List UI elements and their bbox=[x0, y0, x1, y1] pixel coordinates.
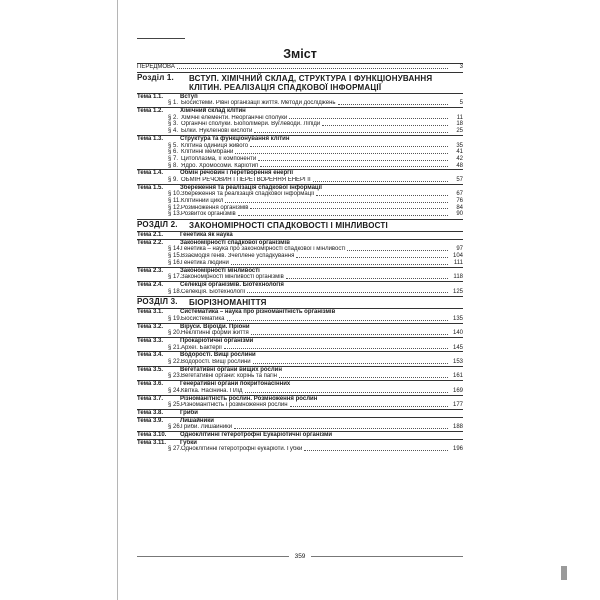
dot-leader bbox=[225, 202, 448, 203]
toc-topic bbox=[137, 231, 463, 239]
toc-page-number: 76 bbox=[456, 198, 463, 204]
toc-entry-text: Генетика людини bbox=[181, 259, 229, 266]
toc-paragraph bbox=[137, 345, 463, 352]
toc-page-number: 125 bbox=[452, 288, 463, 295]
toc-paragraph bbox=[137, 198, 463, 205]
toc-label: § 22. bbox=[168, 359, 182, 366]
toc-label: Тема 2.2. bbox=[137, 239, 163, 246]
dot-leader bbox=[258, 160, 448, 161]
toc-label: § 9. bbox=[168, 176, 179, 183]
dot-leader bbox=[251, 334, 448, 335]
page-footer bbox=[137, 550, 463, 562]
dot-leader bbox=[260, 166, 448, 167]
toc-topic bbox=[137, 107, 463, 115]
dot-leader bbox=[177, 68, 448, 69]
toc-label: § 8. bbox=[168, 162, 179, 169]
toc-topic bbox=[137, 239, 463, 247]
page-edge-mark bbox=[561, 566, 567, 580]
toc-entry bbox=[181, 359, 449, 366]
dot-leader bbox=[279, 377, 448, 378]
toc-topic bbox=[137, 184, 463, 192]
toc-label: Тема 1.5. bbox=[137, 184, 163, 191]
toc-section-title: ЗАКОНОМІРНОСТІ СПАДКОВОСТІ І МІНЛИВОСТІ bbox=[189, 221, 388, 231]
toc-entry bbox=[181, 191, 449, 198]
toc-entry-text: Водорості. Вищі рослини bbox=[180, 352, 256, 359]
toc-page-number: 118 bbox=[453, 274, 463, 281]
toc-label: Тема 1.3. bbox=[137, 135, 163, 142]
toc-entry-text: Білки. Нуклеїнові кислоти bbox=[181, 128, 253, 135]
dot-leader bbox=[253, 363, 448, 364]
toc-entry-text: Віруси. Віроїди. Пріони bbox=[180, 323, 250, 330]
toc-paragraph bbox=[137, 177, 463, 184]
toc-entry bbox=[180, 185, 449, 192]
toc-topic bbox=[137, 366, 463, 374]
toc-label: Тема 2.1. bbox=[137, 232, 163, 239]
toc-paragraph bbox=[137, 402, 463, 409]
toc-entry-text: Біосистематика bbox=[181, 315, 225, 322]
toc-section-title: ВСТУП. ХІМІЧНИЙ СКЛАД, СТРУКТУРА І ФУНКЦІОНУВАННЯ КЛІТИН. РЕАЛІЗАЦІЯ СПАДКОВОЇ ІНФОРМАЦІЇ bbox=[189, 73, 433, 92]
toc-topic bbox=[137, 169, 463, 177]
toc-entry bbox=[181, 143, 449, 150]
toc-entry-text: Закономірності мінливості bbox=[180, 267, 260, 274]
toc-entry bbox=[181, 211, 449, 218]
toc-entry-text: Збереження та реалізація спадкової інформації bbox=[181, 191, 315, 198]
toc-label: § 19. bbox=[168, 315, 182, 322]
toc-entry bbox=[181, 446, 449, 453]
toc-entry bbox=[181, 156, 449, 163]
toc-topic bbox=[137, 351, 463, 359]
dot-leader bbox=[296, 257, 448, 258]
toc-entry-text: Органічні сполуки. Біополімери. Вуглеводи. Ліпіди bbox=[181, 121, 321, 128]
toc-page-number: 111 bbox=[453, 259, 463, 266]
toc-page-number: 188 bbox=[452, 424, 463, 431]
toc-label: § 7. bbox=[168, 155, 179, 162]
toc-label: Тема 3.11. bbox=[137, 439, 167, 446]
toc-entry-text: Цитоплазма, її компоненти bbox=[181, 155, 257, 162]
toc-entry-text: Закономірності спадкової організмів bbox=[180, 239, 290, 246]
toc-page-number: 48 bbox=[456, 162, 463, 169]
toc-entry bbox=[181, 121, 449, 128]
dot-leader bbox=[322, 125, 448, 126]
toc-label: § 12. bbox=[168, 204, 182, 211]
toc-entry bbox=[180, 170, 449, 177]
toc-topic bbox=[137, 93, 463, 101]
toc-label: Тема 3.5. bbox=[137, 366, 163, 373]
toc-entry-text: Генеративні органи покритонасінних bbox=[180, 381, 291, 388]
toc-page-number: 42 bbox=[456, 155, 463, 162]
toc-entry-text: Селекція. Біотехнології bbox=[181, 288, 246, 295]
toc-entry bbox=[181, 205, 449, 212]
toc-entry-text: Обмін речовин і перетворення енергії bbox=[180, 170, 294, 177]
toc-paragraph bbox=[137, 191, 463, 198]
toc-entry-text: Гриби. Лишайники bbox=[181, 424, 233, 431]
toc-label: Тема 1.4. bbox=[137, 170, 163, 177]
toc-paragraph bbox=[137, 424, 463, 431]
toc-topic bbox=[137, 308, 463, 316]
toc-entry-text: Клітина одиниця живого bbox=[181, 142, 249, 149]
toc-entry bbox=[180, 432, 449, 439]
dot-leader bbox=[347, 250, 448, 251]
toc-entry bbox=[180, 381, 449, 388]
dot-leader bbox=[286, 278, 448, 279]
toc-section bbox=[137, 72, 463, 93]
toc-entry-text: Різноманітність і розмноження рослин bbox=[181, 402, 288, 409]
toc-topic bbox=[137, 267, 463, 275]
dot-leader bbox=[227, 320, 449, 321]
toc-label: Тема 3.6. bbox=[137, 381, 163, 388]
toc-label: Тема 3.4. bbox=[137, 352, 163, 359]
dot-leader bbox=[234, 428, 448, 429]
toc-entry bbox=[181, 149, 449, 156]
toc-entry-text: Вегетативні органи: корінь та пагін bbox=[181, 373, 277, 380]
toc-topic bbox=[137, 380, 463, 388]
toc-entry bbox=[181, 424, 449, 431]
toc-paragraph bbox=[137, 289, 463, 296]
toc-entry bbox=[181, 330, 449, 337]
toc-page-number: 3 bbox=[459, 64, 463, 70]
toc-page-number: 35 bbox=[456, 142, 463, 149]
toc-entry bbox=[180, 324, 449, 331]
toc-entry-text: Прокаріотичні організми bbox=[180, 338, 254, 344]
dot-leader bbox=[254, 132, 448, 133]
toc-label: Тема 3.7. bbox=[137, 395, 163, 402]
footer-rule-left bbox=[137, 556, 289, 557]
toc-paragraph bbox=[137, 446, 463, 453]
toc-section-label: Розділ 1. bbox=[137, 72, 174, 82]
toc-label: § 25. bbox=[168, 402, 182, 409]
toc-paragraph bbox=[137, 330, 463, 337]
toc-topic bbox=[137, 439, 463, 447]
toc-paragraph bbox=[137, 373, 463, 380]
toc-paragraph bbox=[137, 260, 463, 267]
toc-page-number: 177 bbox=[452, 402, 463, 409]
dot-leader bbox=[245, 392, 449, 393]
dot-leader bbox=[290, 406, 448, 407]
toc-label: § 11. bbox=[168, 198, 181, 204]
toc-paragraph bbox=[137, 246, 463, 253]
toc-entry bbox=[181, 246, 449, 253]
toc-label: § 1. bbox=[168, 100, 179, 107]
toc-page-number: 18 bbox=[456, 121, 463, 128]
toc-label: § 21. bbox=[168, 344, 182, 351]
toc-entry-text: Клітинний цикл bbox=[181, 198, 224, 204]
toc-entry bbox=[180, 268, 449, 275]
toc-entry bbox=[181, 274, 449, 281]
toc-label: Тема 1.2. bbox=[137, 108, 163, 115]
toc-entry bbox=[181, 260, 449, 267]
toc-entry bbox=[180, 309, 449, 316]
toc-entry-text: Археї. Бактерії bbox=[181, 344, 222, 351]
page-title: Зміст bbox=[283, 47, 317, 61]
toc-entry bbox=[180, 94, 449, 101]
toc-entry-text: Різноманітність рослин. Розмноження рослин bbox=[180, 395, 318, 402]
toc-label: Тема 3.1. bbox=[137, 309, 163, 316]
toc-topic bbox=[137, 281, 463, 289]
toc-paragraph bbox=[137, 211, 463, 218]
toc-entry bbox=[181, 373, 449, 380]
toc-label: Тема 2.4. bbox=[137, 281, 163, 288]
toc-paragraph bbox=[137, 149, 463, 156]
toc-entry bbox=[181, 345, 449, 352]
toc-page-number: 97 bbox=[456, 246, 463, 253]
toc-entry-text: Генетика – наука про закономірності спадкової і мінливості bbox=[181, 246, 346, 253]
toc-paragraph bbox=[137, 115, 463, 122]
toc-entry-text: Розвиток організмів bbox=[181, 211, 236, 218]
toc-topic bbox=[137, 323, 463, 331]
toc-entry bbox=[180, 232, 449, 239]
dot-leader bbox=[247, 292, 448, 293]
toc-entry-text: Клітинні мембрани bbox=[181, 149, 234, 156]
toc-entry-text: Біосистеми. Рівні організації життя. Методи досліджень bbox=[181, 100, 336, 107]
toc-paragraph bbox=[137, 253, 463, 260]
toc-entry-text: Структура та функціонування клітин bbox=[180, 135, 290, 142]
toc-paragraph bbox=[137, 388, 463, 395]
toc-topic bbox=[137, 417, 463, 425]
dot-leader bbox=[289, 118, 448, 119]
toc-label: § 20. bbox=[168, 330, 182, 337]
toc-page-number: 90 bbox=[456, 211, 463, 218]
toc-entry bbox=[181, 316, 449, 323]
toc-entry-text: Хімічний склад клітин bbox=[180, 108, 246, 115]
toc-page-number: 11 bbox=[456, 114, 463, 121]
toc-paragraph bbox=[137, 316, 463, 323]
toc-entry bbox=[180, 367, 449, 374]
toc-entry bbox=[180, 240, 449, 247]
toc-topic bbox=[137, 395, 463, 403]
toc-entry-text: Хімічні елементи. Неорганічні сполуки bbox=[181, 114, 288, 121]
dot-leader bbox=[235, 153, 448, 154]
toc-section-title: БІОРІЗНОМАНІТТЯ bbox=[189, 298, 267, 308]
toc-entry bbox=[180, 338, 449, 345]
toc-paragraph bbox=[137, 143, 463, 150]
toc-label: § 4. bbox=[168, 128, 179, 135]
toc-label: § 3. bbox=[168, 121, 179, 128]
toc-paragraph bbox=[137, 128, 463, 135]
toc-entry bbox=[181, 198, 449, 205]
toc-paragraph bbox=[137, 274, 463, 281]
toc-label: § 23. bbox=[168, 373, 182, 380]
toc-entry-text: Вегетативні органи вищих рослин bbox=[180, 366, 282, 373]
toc-entry-text: Квітка. Насінина. Плід bbox=[181, 387, 243, 394]
toc-entry bbox=[181, 100, 449, 107]
toc-section bbox=[137, 219, 463, 231]
toc-entry bbox=[180, 108, 449, 115]
toc-page-number: 196 bbox=[452, 446, 463, 453]
toc-entry bbox=[180, 440, 449, 447]
toc-page-number: 25 bbox=[456, 128, 463, 135]
toc-page-number: 153 bbox=[452, 359, 463, 366]
dot-leader bbox=[231, 264, 448, 265]
dot-leader bbox=[313, 181, 448, 182]
toc-entry-text: Одноклітинні гетеротрофні Еукаріотичні організми bbox=[180, 431, 333, 438]
toc-entry-text: ПЕРЕДМОВА bbox=[137, 64, 175, 70]
toc-topic bbox=[137, 337, 463, 345]
toc-entry-text: Лишайники bbox=[180, 417, 214, 424]
dot-leader bbox=[304, 450, 448, 451]
toc-page-number: 169 bbox=[452, 387, 463, 394]
toc-label: § 27. bbox=[168, 446, 182, 453]
footer-rule-right bbox=[311, 556, 463, 557]
dot-leader bbox=[224, 348, 448, 349]
toc-label: Тема 3.3. bbox=[137, 338, 163, 344]
toc-page-number: 67 bbox=[456, 191, 463, 198]
toc-label: § 24. bbox=[168, 387, 182, 394]
toc-entry-text: Генетика як наука bbox=[180, 232, 233, 239]
toc-page-number: 5 bbox=[459, 100, 463, 107]
toc-section-label: РОЗДІЛ 2. bbox=[137, 220, 178, 230]
toc-intro bbox=[137, 63, 463, 71]
toc-label: § 10. bbox=[168, 191, 182, 198]
toc-entry bbox=[181, 163, 449, 170]
toc-entry-text: ОБМІН РЕЧОВИН І ПЕРЕТВОРЕННЯ ЕНЕРГІЇ bbox=[181, 176, 311, 183]
toc-entry-text: Взаємодія генів. Зчеплене успадкування bbox=[181, 253, 295, 260]
toc-label: § 2. bbox=[168, 114, 179, 121]
dot-leader bbox=[316, 195, 448, 196]
toc-entry bbox=[181, 115, 449, 122]
toc-page-number: 135 bbox=[452, 315, 463, 322]
dot-leader bbox=[338, 104, 448, 105]
toc-entry bbox=[137, 64, 449, 71]
toc-label: Тема 3.8. bbox=[137, 409, 163, 416]
toc-paragraph bbox=[137, 156, 463, 163]
table-of-contents bbox=[137, 63, 463, 453]
toc-label: § 26. bbox=[168, 424, 182, 431]
toc-entry bbox=[181, 289, 449, 296]
toc-entry-text: Одноклітинні гетеротрофні еукаріоти. Губки bbox=[181, 446, 303, 453]
toc-entry bbox=[180, 396, 449, 403]
toc-section bbox=[137, 296, 463, 308]
toc-entry-text: Губки bbox=[180, 439, 197, 446]
dot-leader bbox=[250, 146, 448, 147]
toc-paragraph bbox=[137, 205, 463, 212]
toc-entry bbox=[181, 253, 449, 260]
toc-paragraph bbox=[137, 359, 463, 366]
toc-paragraph bbox=[137, 100, 463, 107]
toc-entry-text: Розмноження організмів bbox=[181, 204, 249, 211]
toc-label: § 17. bbox=[168, 274, 182, 281]
toc-label: § 15. bbox=[168, 253, 182, 260]
toc-page-number: 145 bbox=[452, 344, 463, 351]
toc-entry bbox=[181, 402, 449, 409]
toc-entry bbox=[181, 128, 449, 135]
toc-entry bbox=[180, 136, 449, 143]
toc-label: Тема 3.2. bbox=[137, 323, 163, 330]
toc-entry-text: Неклітинні форми життя bbox=[181, 330, 249, 337]
toc-entry-text: Вступ bbox=[180, 93, 198, 100]
toc-entry-text: Гриби bbox=[180, 409, 198, 416]
toc-label: Тема 3.9. bbox=[137, 417, 163, 424]
toc-entry bbox=[180, 352, 449, 359]
toc-entry-text: Збереження та реалізація спадкової інформації bbox=[180, 184, 322, 191]
toc-page-number: 84 bbox=[456, 204, 463, 211]
toc-label: § 5. bbox=[168, 142, 179, 149]
toc-page-number: 104 bbox=[452, 253, 463, 260]
toc-page-number: 161 bbox=[452, 373, 463, 380]
toc-entry-text: Систематика – наука про різноманітність організмів bbox=[180, 309, 336, 316]
dot-leader bbox=[250, 208, 448, 209]
header-rule bbox=[137, 38, 185, 39]
toc-section-label: РОЗДІЛ 3. bbox=[137, 297, 178, 307]
toc-entry bbox=[180, 418, 449, 425]
toc-topic bbox=[137, 409, 463, 417]
toc-entry-text: Водорості. Вищі рослини bbox=[181, 359, 251, 366]
toc-paragraph bbox=[137, 163, 463, 170]
toc-page-number: 140 bbox=[452, 330, 463, 337]
toc-label: Тема 2.3. bbox=[137, 267, 163, 274]
toc-entry bbox=[181, 388, 449, 395]
toc-page-number: 57 bbox=[456, 176, 463, 183]
toc-paragraph bbox=[137, 121, 463, 128]
toc-entry bbox=[181, 177, 449, 184]
page-number: 359 bbox=[294, 552, 306, 560]
toc-label: § 6. bbox=[168, 149, 179, 156]
toc-page-number: 41 bbox=[456, 149, 463, 156]
toc-label: Тема 3.10. bbox=[137, 431, 167, 438]
toc-label: § 16. bbox=[168, 259, 182, 266]
dot-leader bbox=[238, 215, 448, 216]
toc-entry bbox=[180, 410, 449, 417]
toc-label: § 18. bbox=[168, 288, 182, 295]
toc-entry-text: Ядро. Хромосоми. Каріотип bbox=[181, 162, 259, 169]
toc-label: § 13. bbox=[168, 211, 182, 218]
toc-entry bbox=[180, 282, 449, 289]
toc-entry-text: Селекція організмів. Біотехнологія bbox=[180, 281, 284, 288]
toc-topic bbox=[137, 431, 463, 439]
toc-entry-text: Закономірності мінливості організмів bbox=[181, 274, 284, 281]
toc-topic bbox=[137, 135, 463, 143]
toc-label: § 14. bbox=[168, 246, 182, 253]
toc-label: Тема 1.1. bbox=[137, 93, 163, 100]
